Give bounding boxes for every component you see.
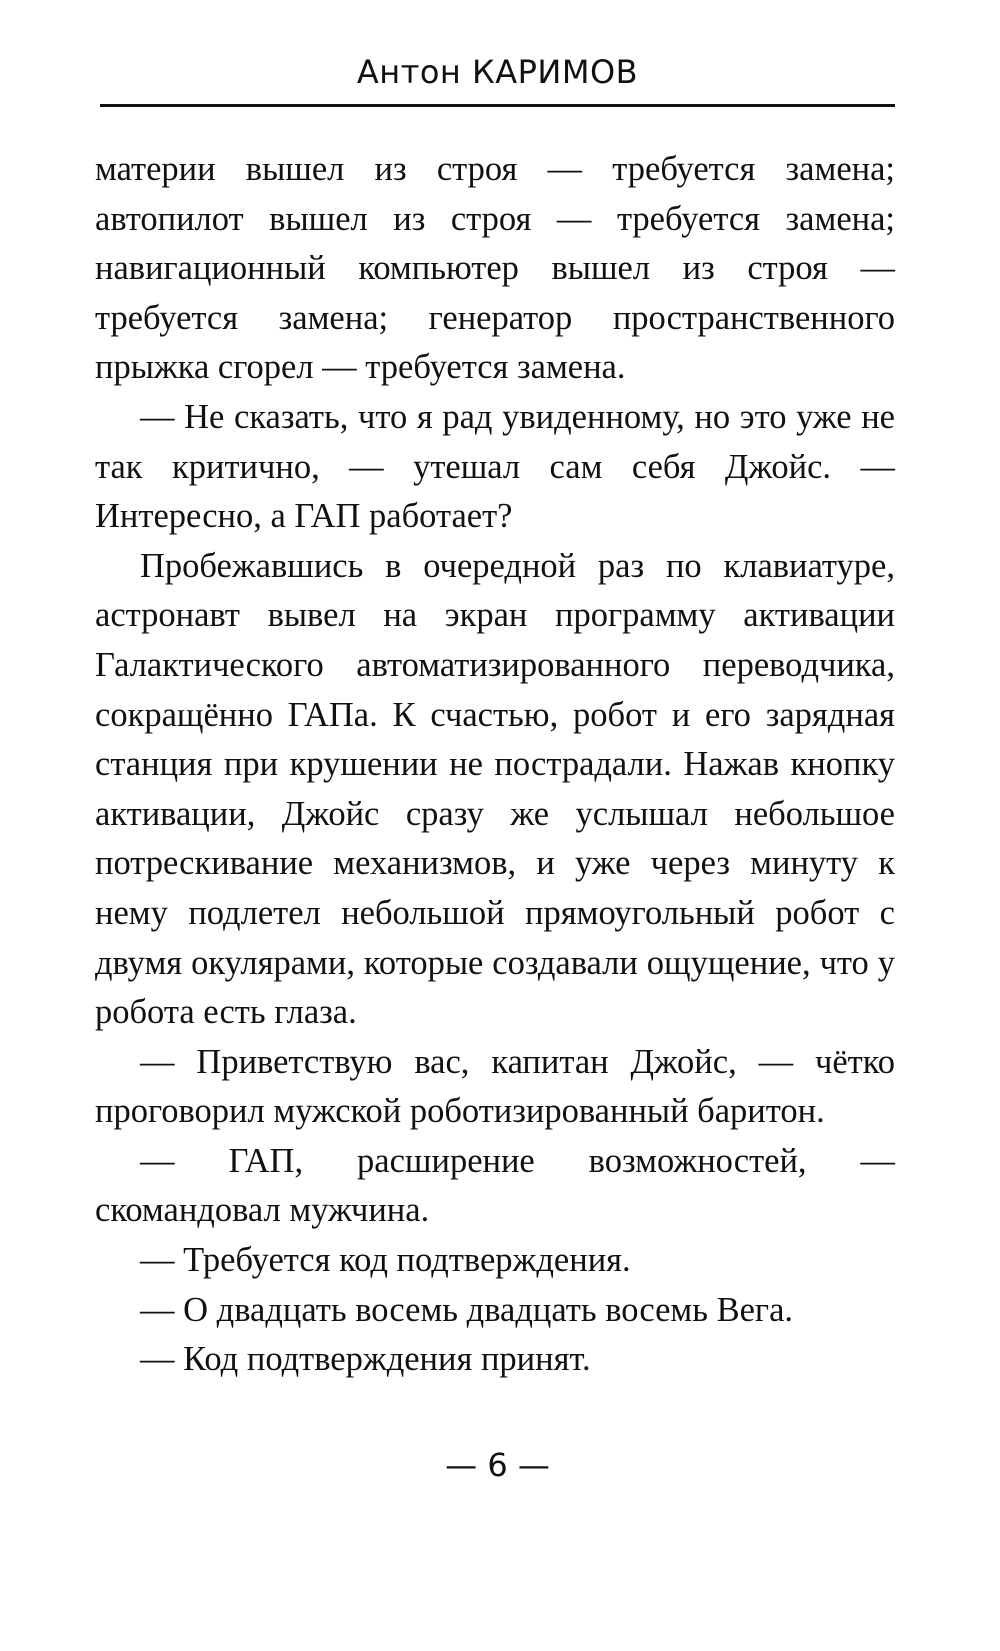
paragraph: — Код подтверждения принят.: [140, 1340, 591, 1379]
page-number: — 6 —: [445, 1446, 550, 1484]
body-text: [95, 145, 895, 1385]
paragraph: — О двадцать восемь двадцать восемь Вега.: [140, 1290, 794, 1329]
paragraph: — Не сказать, что я рад увиденному, но это уже не так критично, — утешал сам себя Джойс. — Интересно, а ГАП работает?: [95, 397, 895, 536]
paragraph: Пробежавшись в очередной раз по клавиатуре, астронавт вывел на экран программу активации Галактического автоматизированного переводчика, сокращённо ГАПа. К счастью, робот и его зарядная станция при крушении не пострадали. Нажав кнопку активации, Джойс сразу же услышал небольшое потрескивание механизмов, и уже через минуту к нему подлетел небольшой прямоугольный робот с двумя окулярами, которые создавали ощущение, что у робота есть глаза.: [95, 546, 895, 1032]
paragraph: — Требуется код подтверждения.: [140, 1241, 631, 1280]
paragraph: — ГАП, расширение возможностей, — скомандовал мужчина.: [95, 1141, 895, 1230]
header-rule: [100, 104, 895, 107]
paragraph: — Приветствую вас, капитан Джойс, — чётко проговорил мужской роботизированный баритон.: [95, 1042, 895, 1131]
paragraph: материи вышел из строя — требуется замена; автопилот вышел из строя — требуется замена; навигационный компьютер вышел из строя — требуется замена; генератор пространственного прыжка сгорел — требуется замена.: [95, 150, 895, 387]
running-header-author: Антон КАРИМОВ: [356, 53, 639, 91]
